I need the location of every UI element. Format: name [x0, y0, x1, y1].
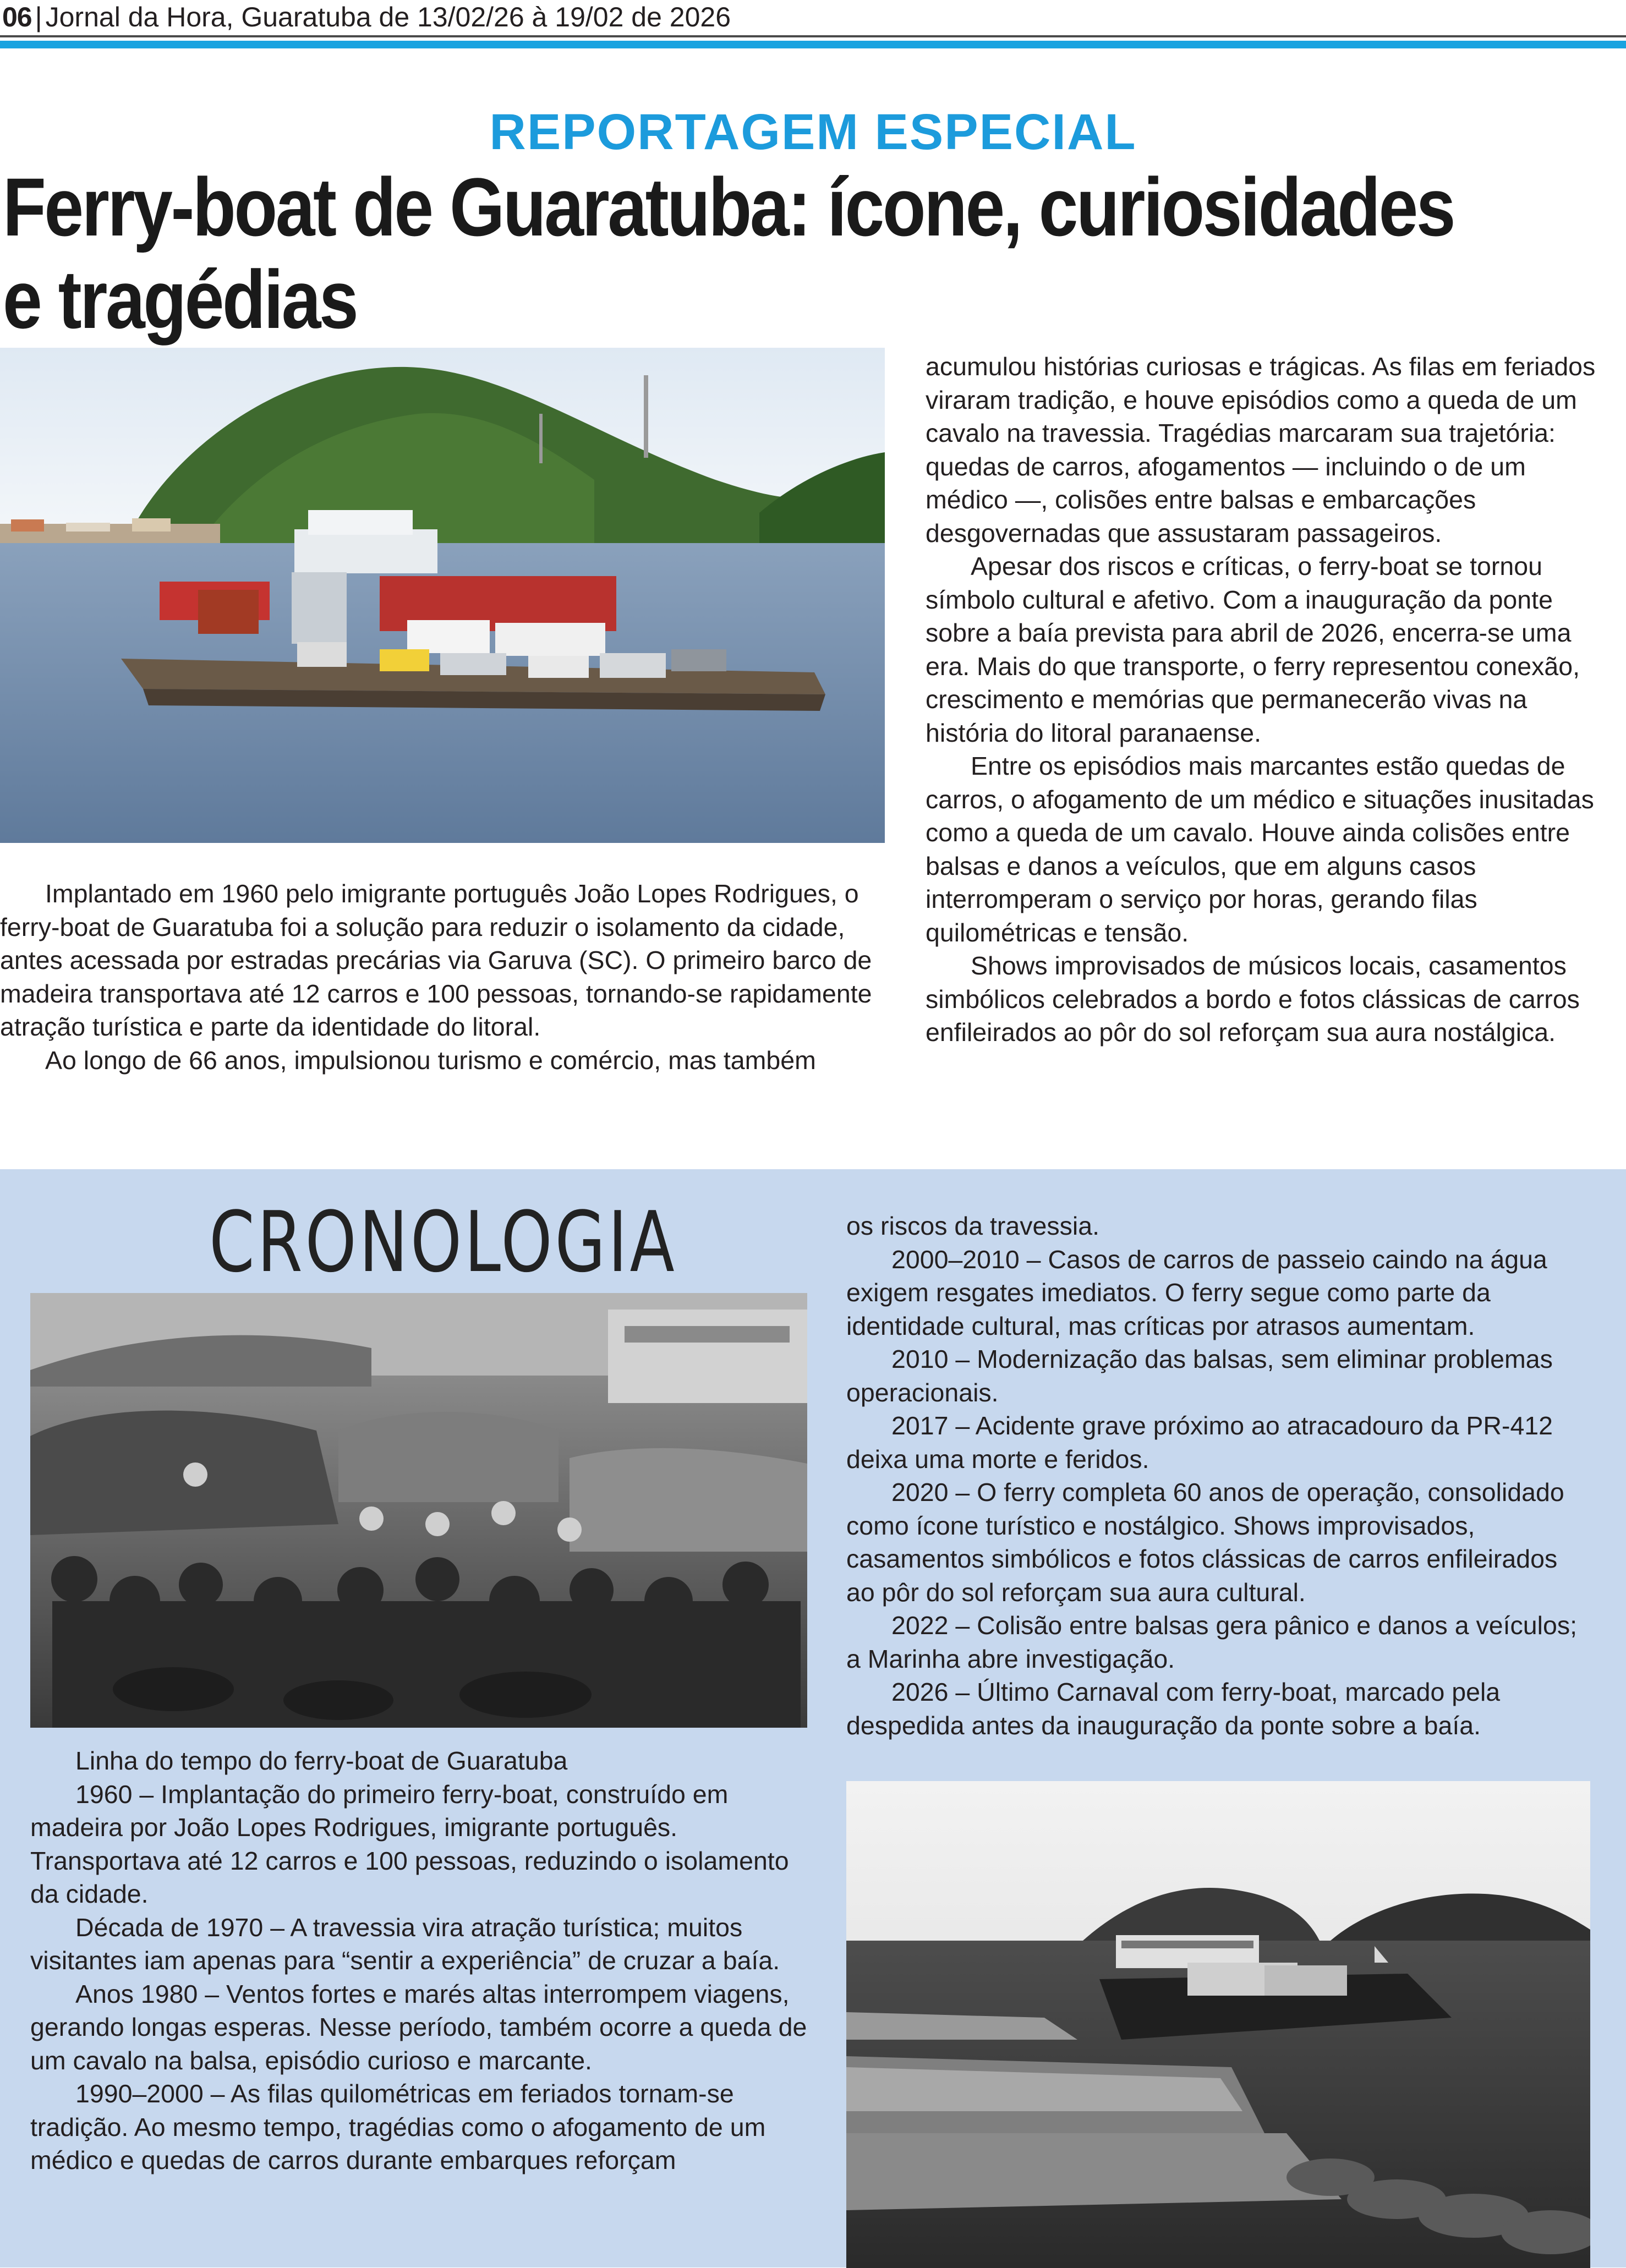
timeline-entry: Década de 1970 – A travessia vira atração turística; muitos visitantes iam apenas para “sentir a experiência” de cruzar a baía.	[30, 1913, 780, 1975]
timeline-entry: 2010 – Modernização das balsas, sem eliminar problemas operacionais.	[846, 1345, 1553, 1407]
timeline-entry: 2017 – Acidente grave próximo ao atracadouro da PR-412 deixa uma morte e feridos.	[846, 1411, 1553, 1473]
header-rule-thin	[0, 35, 1626, 37]
headline	[3, 161, 1454, 346]
cronologia-title: CRONOLOGIA	[209, 1193, 677, 1291]
timeline-entry: 1960 – Implantação do primeiro ferry-boat, construído em madeira por João Lopes Rodrigues, imigrante português. Transportava até 12 carros e 100 pessoas, reduzindo o isolamento da cidade.	[30, 1779, 789, 1908]
article-column-1	[0, 877, 885, 1077]
section-kicker: REPORTAGEM ESPECIAL	[489, 104, 1137, 160]
historic-crowd-photo	[30, 1293, 807, 1728]
headline-line-1: Ferry-boat de Guaratuba: ícone, curiosidades	[3, 161, 1454, 253]
cronologia-column-1	[30, 1744, 807, 2177]
timeline-entry: 2000–2010 – Casos de carros de passeio caindo na água exigem resgates imediatos. O ferry segue como parte da identidade cultural, mas críticas por atrasos aumentam.	[846, 1245, 1547, 1340]
timeline-entry: os riscos da travessia.	[846, 1212, 1100, 1240]
cronologia-column-2	[846, 1209, 1584, 1742]
ferry-color-photo	[0, 348, 885, 843]
article-paragraph: Ao longo de 66 anos, impulsionou turismo e comércio, mas também	[45, 1045, 816, 1075]
header-separator: |	[35, 2, 42, 32]
timeline-entry: 2020 – O ferry completa 60 anos de operação, consolidado como ícone turístico e nostálgico. Shows improvisados, casamentos simbólicos e fotos clássicas de carros enfileirados ao pôr do sol reforçam sua aura cultural.	[846, 1478, 1564, 1607]
page-number: 06	[2, 2, 32, 32]
publication-line: Jornal da Hora, Guaratuba de 13/02/26 à 19/02 de 2026	[45, 2, 731, 32]
timeline-entry: Anos 1980 – Ventos fortes e marés altas interrompem viagens, gerando longas esperas. Nesse período, também ocorre a queda de um cavalo na balsa, episódio curioso e marcante.	[30, 1979, 807, 2075]
timeline-entry: 2022 – Colisão entre balsas gera pânico e danos a veículos; a Marinha abre investigação.	[846, 1611, 1577, 1673]
header-text	[2, 0, 731, 34]
article-paragraph: Apesar dos riscos e críticas, o ferry-boat se tornou símbolo cultural e afetivo. Com a inauguração da ponte sobre a baía prevista para abril de 2026, encerra-se uma era. Mais do que transporte, o ferry representou conexão, crescimento e memórias que permanecerão vivas na história do litoral paranaense.	[926, 552, 1580, 747]
timeline-entry: 2026 – Último Carnaval com ferry-boat, marcado pela despedida antes da inauguração da ponte sobre a baía.	[846, 1678, 1501, 1740]
article-paragraph: Implantado em 1960 pelo imigrante português João Lopes Rodrigues, o ferry-boat de Guaratuba foi a solução para reduzir o isolamento da cidade, antes acessada por estradas precárias via Garuva (SC). O primeiro barco de madeira transportava até 12 carros e 100 pessoas, tornando-se rapidamente atração turística e parte da identidade do litoral.	[0, 879, 872, 1041]
article-paragraph: Shows improvisados de músicos locais, casamentos simbólicos celebrados a bordo e fotos clássicas de carros enfileirados ao pôr do sol reforçam sua aura nostálgica.	[926, 951, 1580, 1047]
timeline-entry: Linha do tempo do ferry-boat de Guaratuba	[75, 1746, 568, 1775]
page-header	[0, 0, 1626, 50]
timeline-entry: 1990–2000 – As filas quilométricas em feriados tornam-se tradição. Ao mesmo tempo, tragédias como o afogamento de um médico e quedas de carros durante embarques reforçam	[30, 2079, 766, 2174]
article-paragraph: Entre os episódios mais marcantes estão quedas de carros, o afogamento de um médico e situações inusitadas como a queda de um cavalo. Houve ainda colisões entre balsas e danos a veículos, que em alguns casos interromperam o serviço por horas, gerando filas quilométricas e tensão.	[926, 752, 1594, 947]
historic-ferry-photo	[846, 1781, 1590, 2268]
headline-line-2: e tragédias	[3, 253, 357, 346]
article-column-2	[926, 350, 1608, 1049]
article-paragraph: acumulou histórias curiosas e trágicas. As filas em feriados viraram tradição, e houve episódios como a queda de um cavalo na travessia. Tragédias marcaram sua trajetória: quedas de carros, afogamentos — incluindo o de um médico —, colisões entre balsas e embarcações desgovernadas que assustaram passageiros.	[926, 352, 1596, 547]
header-rule-blue	[0, 41, 1626, 48]
